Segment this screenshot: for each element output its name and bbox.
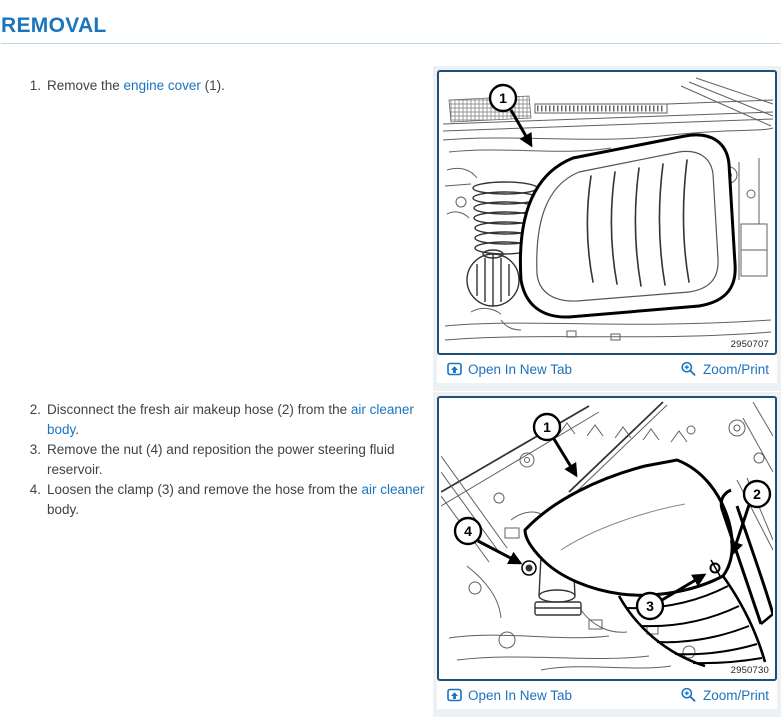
content-area: [0, 66, 781, 718]
step-item: [24, 400, 429, 440]
open-in-new-tab-link[interactable]: [447, 688, 572, 703]
step-number: 2.: [29, 402, 41, 417]
step-text: Disconnect the fresh air makeup hose (2) from the air cleaner body.: [47, 402, 414, 437]
svg-text:1: 1: [499, 90, 507, 106]
magnifier-plus-icon: [680, 361, 697, 377]
service-procedure-page: [0, 14, 781, 722]
open-in-new-tab-label: Open In New Tab: [468, 361, 573, 377]
image-id-label: 2950730: [730, 665, 769, 676]
step-number: 1.: [29, 78, 41, 93]
engine-bay-drawing: [441, 74, 773, 351]
engine-cover-illustration: [437, 70, 777, 355]
svg-text:3: 3: [646, 598, 654, 614]
inline-link[interactable]: air cleaner body: [47, 402, 414, 437]
air-cleaner-body-shape: [525, 460, 732, 595]
magnifier-plus-icon: [680, 687, 697, 703]
image-id-label: 2950707: [730, 339, 769, 350]
figure-widget: [433, 392, 781, 717]
page-title: REMOVAL: [1, 14, 781, 44]
callout-1: [534, 414, 576, 475]
zoom-print-link[interactable]: [680, 687, 769, 703]
step-number: 4.: [29, 482, 41, 497]
step-item: [24, 480, 429, 520]
open-in-new-tab-icon: [447, 688, 462, 702]
engine-cover-shape: [520, 135, 735, 317]
zoom-print-label: Zoom/Print: [702, 687, 769, 703]
svg-text:1: 1: [543, 419, 551, 435]
figure-toolbar: [437, 355, 777, 383]
inline-link[interactable]: engine cover: [123, 78, 201, 93]
reservoir-nut: [522, 561, 536, 575]
open-in-new-tab-label: Open In New Tab: [468, 687, 573, 703]
open-in-new-tab-link[interactable]: [447, 362, 572, 377]
callout-2: [733, 481, 770, 553]
air-cleaner-drawing: [441, 400, 773, 677]
steps-group-2: [0, 392, 433, 718]
step-text: Remove the nut (4) and reposition the power steering fluid reservoir.: [47, 442, 395, 477]
svg-text:2: 2: [753, 486, 761, 502]
step-item: [24, 76, 429, 96]
steps-group-1: [0, 66, 433, 392]
zoom-print-link[interactable]: [680, 361, 769, 377]
step-text: Remove the engine cover (1).: [47, 78, 225, 93]
figure-widget: [433, 66, 781, 391]
step-text: Loosen the clamp (3) and remove the hose from the air cleaner body.: [47, 482, 425, 517]
figure-toolbar: [437, 681, 777, 709]
callout-4: [455, 518, 520, 563]
zoom-print-label: Zoom/Print: [702, 361, 769, 377]
svg-text:4: 4: [464, 523, 472, 539]
inline-link[interactable]: air cleaner: [361, 482, 425, 497]
step-item: [24, 440, 429, 480]
open-in-new-tab-icon: [447, 362, 462, 376]
air-cleaner-illustration: [437, 396, 777, 681]
step-number: 3.: [29, 442, 41, 457]
